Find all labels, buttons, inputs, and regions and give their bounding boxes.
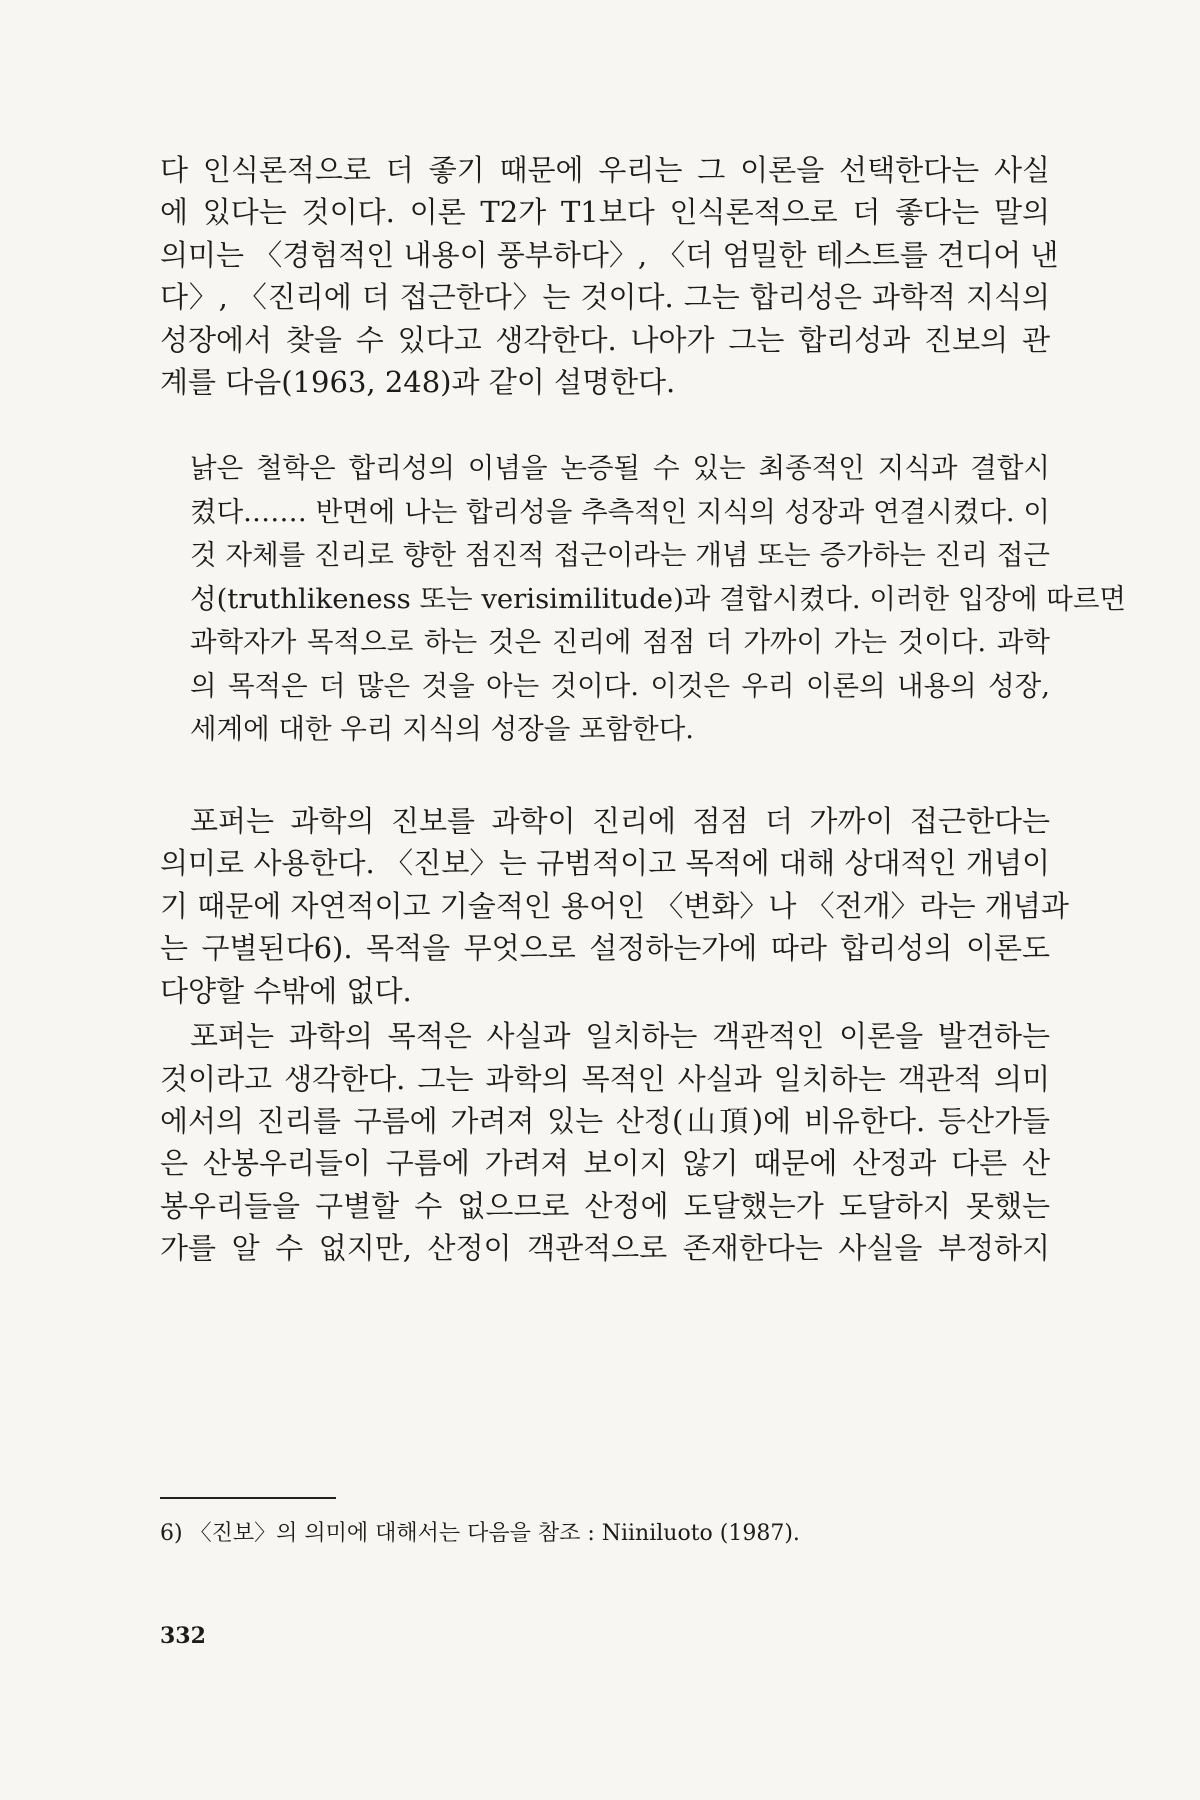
text-line: 은 산봉우리들이 구름에 가려져 보이지 않기 때문에 산정과 다른 산 <box>160 1146 1050 1180</box>
quote-line: 성(truthlikeness 또는 verisimilitude)과 결합시켰다. 이러한 입장에 따르면 <box>190 583 1126 615</box>
text-line: 에 있다는 것이다. 이론 T2가 T1보다 인식론적으로 더 좋다는 말의 <box>160 195 1050 229</box>
text-line: 계를 다음(1963, 248)과 같이 설명한다. <box>160 365 676 399</box>
text-line: 봉우리들을 구별할 수 없으므로 산정에 도달했는가 도달하지 못했는 <box>160 1189 1050 1223</box>
quote-line: 의 목적은 더 많은 것을 아는 것이다. 이것은 우리 이론의 내용의 성장, <box>190 670 1050 702</box>
quote-line: 세계에 대한 우리 지식의 성장을 포함한다. <box>190 713 695 745</box>
text-line: 성장에서 찾을 수 있다고 생각한다. 나아가 그는 합리성과 진보의 관 <box>160 323 1050 357</box>
text-line: 다 인식론적으로 더 좋기 때문에 우리는 그 이론을 선택한다는 사실 <box>160 153 1050 187</box>
quote-line: 과학자가 목적으로 하는 것은 진리에 점점 더 가까이 가는 것이다. 과학 <box>190 626 1050 658</box>
text-line: 다양할 수밖에 없다. <box>160 974 412 1008</box>
text-line: 포퍼는 과학의 목적은 사실과 일치하는 객관적인 이론을 발견하는 <box>190 1019 1050 1053</box>
quote-line: 낡은 철학은 합리성의 이념을 논증될 수 있는 최종적인 지식과 결합시 <box>190 452 1050 484</box>
text-line: 의미는 〈경험적인 내용이 풍부하다〉, 〈더 엄밀한 테스트를 견디어 낸 <box>160 238 1059 272</box>
page-number: 332 <box>160 1623 206 1649</box>
text-line: 것이라고 생각한다. 그는 과학의 목적인 사실과 일치하는 객관적 의미 <box>160 1062 1050 1096</box>
text-line: 포퍼는 과학의 진보를 과학이 진리에 점점 더 가까이 접근한다는 <box>190 804 1050 838</box>
footnote: 6) 〈진보〉의 의미에 대해서는 다음을 참조 : Niiniluoto (1987). <box>160 1521 800 1546</box>
text-line: 기 때문에 자연적이고 기술적인 용어인 〈변화〉나 〈전개〉라는 개념과 <box>160 889 1069 923</box>
text-line: 에서의 진리를 구름에 가려져 있는 산정(山頂)에 비유한다. 등산가들 <box>160 1104 1050 1138</box>
quote-line: 켰다.…… 반면에 나는 합리성을 추측적인 지식의 성장과 연결시켰다. 이 <box>190 496 1050 528</box>
quote-line: 것 자체를 진리로 향한 점진적 접근이라는 개념 또는 증가하는 진리 접근 <box>190 539 1050 571</box>
text-line: 다〉, 〈진리에 더 접근한다〉는 것이다. 그는 합리성은 과학적 지식의 <box>160 280 1050 314</box>
footnote-divider <box>160 1497 336 1499</box>
text-line: 가를 알 수 없지만, 산정이 객관적으로 존재한다는 사실을 부정하지 <box>160 1231 1050 1265</box>
text-line: 는 구별된다6). 목적을 무엇으로 설정하는가에 따라 합리성의 이론도 <box>160 931 1050 965</box>
text-line: 의미로 사용한다. 〈진보〉는 규범적이고 목적에 대해 상대적인 개념이 <box>160 846 1050 880</box>
